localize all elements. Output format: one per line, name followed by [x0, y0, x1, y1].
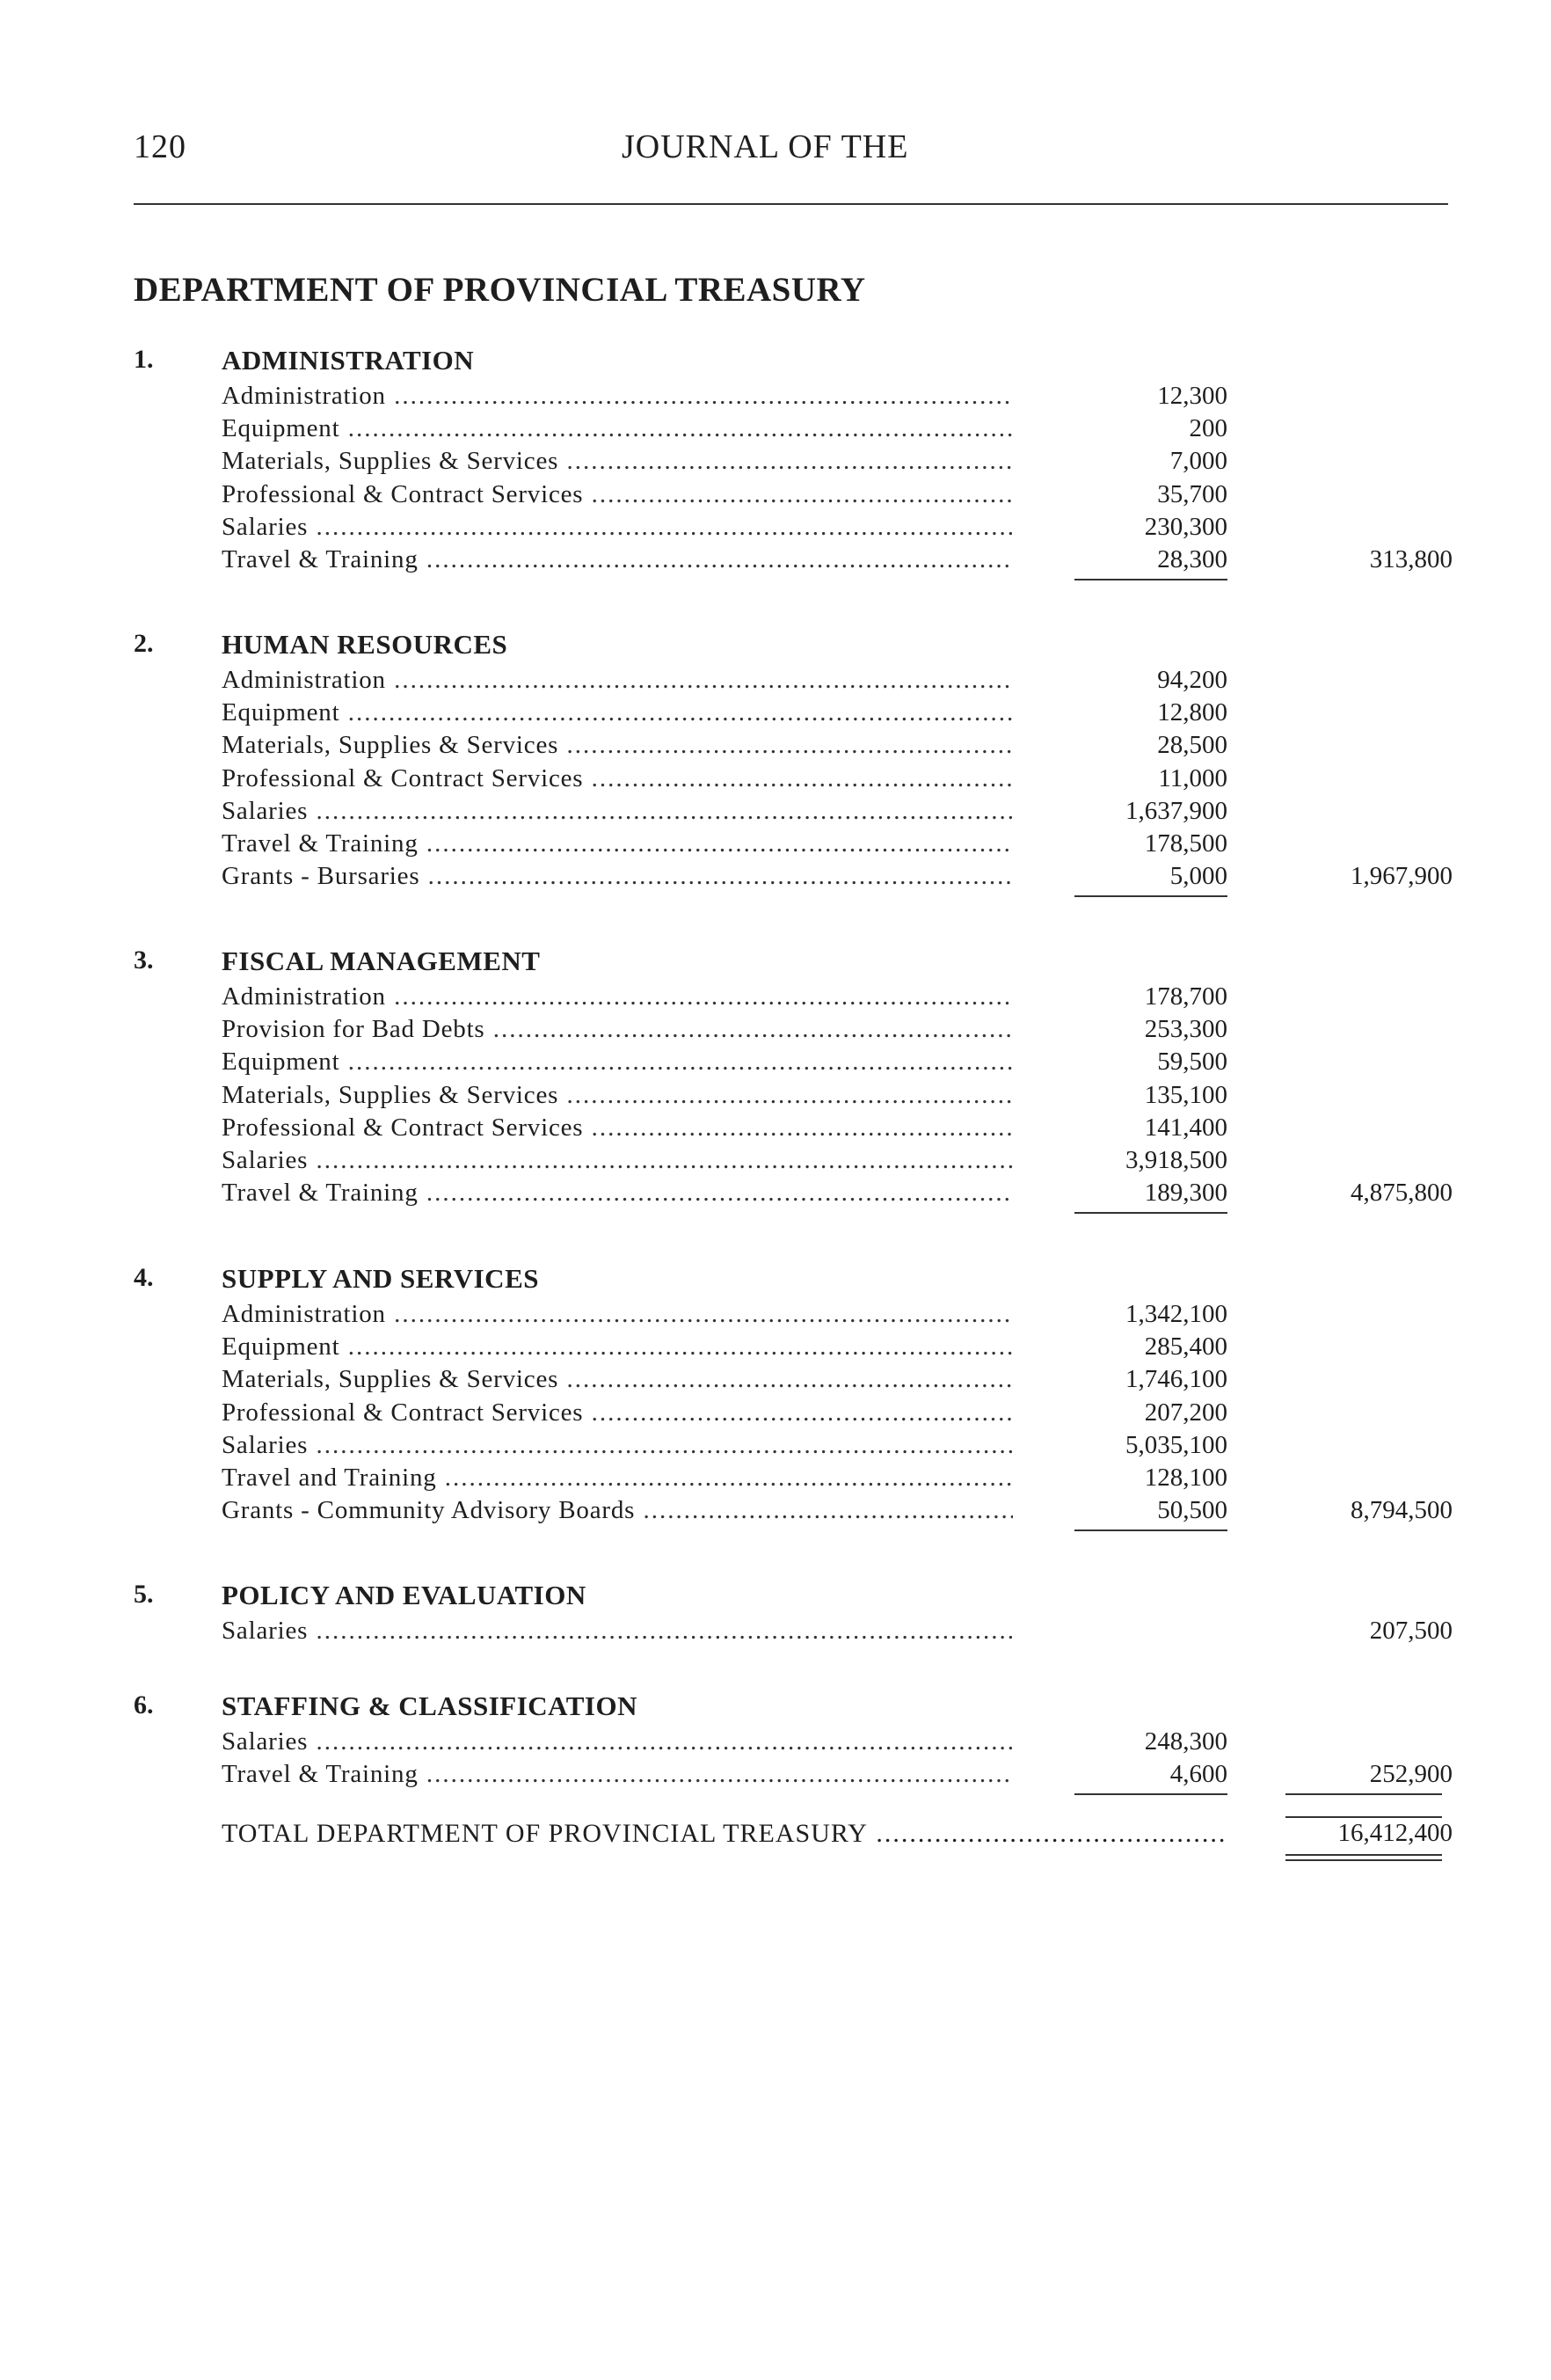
line-item: [0, 829, 1551, 862]
line-item-label: Professional & Contract Services .....: [222, 480, 1013, 509]
line-item-label: Professional & Contract Services .....: [222, 1398, 1013, 1427]
line-item: [0, 1146, 1551, 1179]
line-item-amount: 3,918,500: [1052, 1146, 1227, 1175]
line-item-label: Materials, Supplies & Services .....: [222, 447, 1013, 476]
line-item-amount: 5,035,100: [1052, 1431, 1227, 1460]
line-item-amount: 11,000: [1052, 764, 1227, 793]
line-item-amount: 200: [1052, 414, 1227, 443]
line-item: [0, 382, 1551, 414]
section-subtotal: 8,794,500: [1351, 1496, 1453, 1525]
line-item-amount: 141,400: [1052, 1113, 1227, 1143]
line-item: [0, 1113, 1551, 1146]
line-item-amount: 12,800: [1052, 698, 1227, 727]
line-item-amount: 178,700: [1052, 982, 1227, 1011]
line-item-label: Professional & Contract Services .....: [222, 1113, 1013, 1143]
section-number: 2.: [134, 629, 154, 658]
line-item-label: Equipment .....: [222, 414, 1013, 443]
line-item-label: Travel & Training .....: [222, 1760, 1013, 1789]
line-item: [0, 1365, 1551, 1398]
page-number: 120: [134, 128, 186, 165]
line-item-label: Salaries .....: [222, 513, 1013, 542]
page-header: [134, 128, 1453, 180]
line-item-amount: 50,500: [1052, 1496, 1227, 1525]
line-item-amount: 28,300: [1052, 545, 1227, 574]
section-title: ADMINISTRATION: [222, 345, 475, 376]
line-item: [0, 1464, 1551, 1496]
line-item-amount: 285,400: [1052, 1332, 1227, 1362]
section-subtotal: 313,800: [1369, 545, 1453, 573]
line-item: [0, 1431, 1551, 1464]
line-item-label: Travel & Training .....: [222, 545, 1013, 574]
line-item: [0, 731, 1551, 763]
line-item: [0, 1081, 1551, 1113]
column-underline: [1074, 579, 1227, 580]
line-item-label: Travel & Training .....: [222, 829, 1013, 858]
column-underline: [1074, 1529, 1227, 1531]
line-item-label: Travel & Training .....: [222, 1179, 1013, 1208]
line-item: [0, 1300, 1551, 1332]
line-item-label: Salaries .....: [222, 1146, 1013, 1175]
section-subtotal-row: [0, 545, 1551, 578]
section-title: SUPPLY AND SERVICES: [222, 1263, 539, 1294]
column-underline: [1074, 1793, 1227, 1795]
journal-title: JOURNAL OF THE: [622, 128, 909, 165]
line-item-amount: 7,000: [1052, 447, 1227, 476]
line-item-label: Salaries .....: [222, 1727, 1013, 1756]
section-subtotal: 1,967,900: [1351, 862, 1453, 891]
line-item-label: Equipment .....: [222, 698, 1013, 727]
line-item: [0, 1398, 1551, 1431]
section-subtotal: 252,900: [1369, 1760, 1453, 1789]
line-item-label: Materials, Supplies & Services .....: [222, 1365, 1013, 1394]
department-title: DEPARTMENT OF PROVINCIAL TREASURY: [134, 271, 866, 309]
line-item-amount: 253,300: [1052, 1015, 1227, 1044]
line-item: [0, 447, 1551, 479]
line-item-amount: 28,500: [1052, 731, 1227, 760]
line-item-label: Equipment .....: [222, 1048, 1013, 1077]
header-rule: [134, 203, 1448, 205]
line-item-label: Travel and Training .....: [222, 1464, 1013, 1493]
line-item-label: Equipment .....: [222, 1332, 1013, 1362]
line-item-label: Grants - Community Advisory Boards .....: [222, 1496, 1013, 1525]
total-amount: 16,412,400: [1337, 1819, 1453, 1847]
line-item-label: Salaries .....: [222, 1617, 1013, 1646]
section-number: 1.: [134, 345, 154, 374]
line-item: [0, 698, 1551, 731]
line-item-label: Salaries .....: [222, 1431, 1013, 1460]
line-item: [0, 797, 1551, 829]
line-item-amount: 189,300: [1052, 1179, 1227, 1208]
line-item: [0, 1332, 1551, 1365]
line-item: [0, 982, 1551, 1015]
total-top-rule: [1285, 1816, 1442, 1818]
total-double-underline: [1285, 1854, 1442, 1861]
line-item: [0, 764, 1551, 797]
section-subtotal-row: [0, 1179, 1551, 1211]
line-item-amount: 207,200: [1052, 1398, 1227, 1427]
section-title: STAFFING & CLASSIFICATION: [222, 1690, 637, 1721]
line-item-label: Materials, Supplies & Services .....: [222, 1081, 1013, 1110]
line-item-amount: 178,500: [1052, 829, 1227, 858]
section-number: 3.: [134, 945, 154, 975]
line-item-label: Salaries .....: [222, 797, 1013, 826]
line-item-amount: 59,500: [1052, 1048, 1227, 1077]
section-subtotal-row: [0, 862, 1551, 894]
line-item-amount: 1,342,100: [1052, 1300, 1227, 1329]
line-item-amount: 135,100: [1052, 1081, 1227, 1110]
line-item-label: Administration .....: [222, 666, 1013, 695]
column-underline: [1074, 895, 1227, 897]
line-item: [0, 414, 1551, 447]
line-item-amount: 1,637,900: [1052, 797, 1227, 826]
subtotal-underline: [1285, 1793, 1442, 1795]
line-item-label: Administration .....: [222, 382, 1013, 411]
section-number: 4.: [134, 1263, 154, 1292]
line-item-label: Provision for Bad Debts .....: [222, 1015, 1013, 1044]
section-number: 5.: [134, 1580, 154, 1609]
section-subtotal-row: [0, 1760, 1551, 1792]
section-title: FISCAL MANAGEMENT: [222, 945, 541, 976]
column-underline: [1074, 1212, 1227, 1214]
line-item: [0, 1727, 1551, 1760]
line-item-amount: 248,300: [1052, 1727, 1227, 1756]
line-item-amount: 5,000: [1052, 862, 1227, 891]
line-item-label: Administration .....: [222, 1300, 1013, 1329]
line-item-label: Administration .....: [222, 982, 1013, 1011]
section-subtotal-row: [0, 1617, 1551, 1649]
section-subtotal-row: [0, 1496, 1551, 1529]
section-number: 6.: [134, 1690, 154, 1719]
line-item-amount: 4,600: [1052, 1760, 1227, 1789]
section-subtotal: 4,875,800: [1351, 1179, 1453, 1208]
line-item-amount: 128,100: [1052, 1464, 1227, 1493]
line-item-amount: 12,300: [1052, 382, 1227, 411]
line-item: [0, 1015, 1551, 1048]
line-item-label: Professional & Contract Services .....: [222, 764, 1013, 793]
total-label: TOTAL DEPARTMENT OF PROVINCIAL TREASURY .....: [222, 1819, 1224, 1849]
section-subtotal: 207,500: [1369, 1617, 1453, 1645]
line-item: [0, 513, 1551, 545]
line-item-amount: 230,300: [1052, 513, 1227, 542]
line-item: [0, 1048, 1551, 1080]
line-item-amount: 1,746,100: [1052, 1365, 1227, 1394]
line-item-amount: 35,700: [1052, 480, 1227, 509]
line-item: [0, 666, 1551, 698]
total-row: [0, 1819, 1551, 1851]
line-item: [0, 480, 1551, 513]
section-title: HUMAN RESOURCES: [222, 629, 508, 660]
line-item-label: Materials, Supplies & Services .....: [222, 731, 1013, 760]
line-item-label: Grants - Bursaries .....: [222, 862, 1013, 891]
line-item-amount: 94,200: [1052, 666, 1227, 695]
section-title: POLICY AND EVALUATION: [222, 1580, 586, 1610]
